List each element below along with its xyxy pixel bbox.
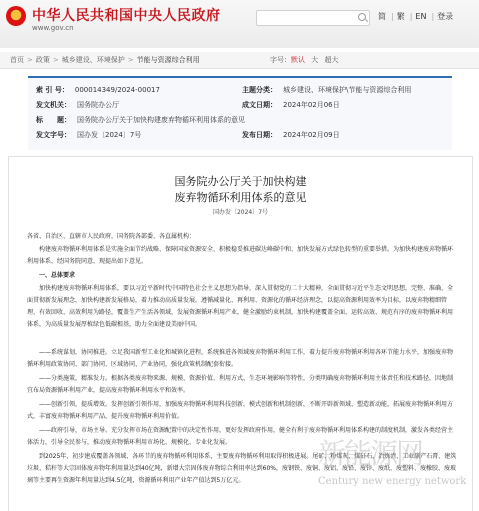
watermark-logo — [318, 432, 468, 502]
search-input[interactable] — [256, 10, 370, 26]
paragraph-targets: 到2025年，初步建成覆盖各领域、各环节的废弃物循环利用体系，主要废弃物循环利用取得积极进展。尾矿、粉煤灰、煤矸石、冶炼渣、工业副产石膏、建筑垃圾、秸秆等大宗固体废弃物年利用量达到40亿吨，新增大宗固体废弃物综合利用率达到60%，废钢铁、废铜、废铝、废铅、废锌、废纸、废塑料、废橡胶、废玻璃等主要再生资源年利用量达到4.5亿吨，资源循环利用产业年产值达到5万亿元。 — [27, 453, 457, 484]
search-icon[interactable] — [358, 13, 366, 21]
language-links: 简 | 繁 | EN | 登录 — [378, 12, 454, 21]
document-number: 国办发〔2024〕7号 — [212, 209, 269, 216]
font-size-large[interactable]: 大 — [311, 56, 319, 64]
salutation: 各省、自治区、直辖市人民政府，国务院各部委、各直属机构： — [27, 233, 196, 240]
lang-english-link[interactable]: EN — [415, 12, 427, 21]
meta-date: 成文日期： 2024年02月06日 — [242, 101, 340, 109]
paragraph-classified: ——分类施策，精准发力。根据各类废弃物来源、规模、资源价值、利用方式、生态环境影响等特性，分类明确废弃物循环利用主体责任和技术路径，因地制宜布局资源循环利用产业，提高废弃物循环利用水平和效率。 — [27, 375, 454, 394]
breadcrumb-policy[interactable]: 政策 — [35, 56, 50, 64]
meta-pubdate: 发布日期： 2024年02月09日 — [242, 131, 340, 139]
font-size-default[interactable]: 默认 — [291, 56, 305, 64]
site-url: www.gov.cn — [32, 24, 74, 32]
intro-paragraph: 构建废弃物循环利用体系是实施全面节约战略、保障国家资源安全、积极稳妥推进碳达峰碳中和、加快发展方式绿色转型的重要举措。为加快构建废弃物循环利用体系，经国务院同意，现提出如下意见。 — [27, 246, 454, 265]
site-title[interactable]: 中华人民共和国中央人民政府 — [32, 8, 221, 24]
breadcrumb-bar — [0, 52, 479, 69]
breadcrumb: 首页 > 政策 > 城乡建设、环境保护 > 节能与资源综合利用 — [10, 56, 200, 64]
breadcrumb-home[interactable]: 首页 — [10, 56, 24, 64]
meta-topic: 主题分类： 城乡建设、环境保护\节能与资源综合利用 — [242, 86, 412, 94]
watermark-text-en: Century new energy network — [318, 476, 467, 487]
section-heading: 一、总体要求 — [39, 272, 76, 279]
document-title-line1: 国务院办公厅关于加快构建 — [174, 175, 307, 188]
national-emblem-icon[interactable] — [6, 6, 26, 26]
meta-index: 索 引 号： 000014349/2024-00017 — [36, 86, 160, 94]
document-title-line2: 废弃物循环利用体系的意见 — [174, 191, 307, 204]
paragraph-innovation: ——创新引领，提质增效。发挥创新引领作用，加强废弃物循环利用科技创新，模式创新和机制创新，不断开辟新领域、塑造新动能，拓展废弃物循环利用方式，丰富废弃物循环利用产品，提升废弃物循环利用价值。 — [27, 401, 454, 420]
paragraph-market: ——政府引导，市场主导。充分发挥市场在资源配置中的决定性作用，更好发挥政府作用，健全有利于废弃物循环利用体系构建的制度机制，激发各类经营主体活力，引导全民参与，推动废弃物循环利用市场化、规模化、专业化发展。 — [27, 427, 454, 446]
breadcrumb-energy[interactable]: 节能与资源综合利用 — [136, 56, 200, 64]
meta-issuer: 发文机关： 国务院办公厅 — [36, 101, 119, 109]
login-link[interactable]: 登录 — [437, 12, 454, 21]
breadcrumb-urban[interactable]: 城乡建设、环境保护 — [61, 56, 125, 64]
lang-simplified-link[interactable]: 简 — [378, 12, 386, 21]
paragraph-principles: 加快构建废弃物循环利用体系，要以习近平新时代中国特色社会主义思想为指导，深入贯彻党的二十大精神，全面贯彻习近平生态文明思想，完整、准确、全面贯彻新发展理念，加快构建新发展格局，着力推动高质量发展，遵循减量化、再利用、资源化的循环经济理念，以提高资源利用效率为目标，以废弃物精细管理、有效回收、高效利用为路径，覆盖生产生活各领域，发展资源循环利用产业，健全激励约束机制，加快构建覆盖全面、运转高效、规范有序的废弃物循环利用体系，为高质量发展厚植绿色低碳根基，助力全面建设美丽中国。 — [27, 285, 454, 328]
meta-docnum: 发文字号： 国办发〔2024〕7号 — [36, 131, 142, 139]
meta-title: 标 题： 国务院办公厅关于加快构建废弃物循环利用体系的意见 — [36, 116, 245, 124]
paragraph-systematic: ——系统谋划，协同推进。立足我国新型工业化和城镇化进程，系统推进各领域废弃物循环利用工作，着力提升废弃物循环利用各环节能力水平，加强废弃物循环利用政策协同、部门协同、区域协同、产业协同，强化政策机制配套衔接。 — [27, 349, 454, 368]
font-size-switcher — [270, 55, 338, 65]
document-metadata — [28, 76, 452, 150]
font-size-label: 字号： — [270, 56, 291, 64]
font-size-xlarge[interactable]: 超大 — [324, 56, 339, 64]
site-header — [0, 0, 479, 48]
lang-traditional-link[interactable]: 繁 — [396, 12, 405, 21]
watermark-text-cn: 新能源网 — [318, 437, 423, 470]
